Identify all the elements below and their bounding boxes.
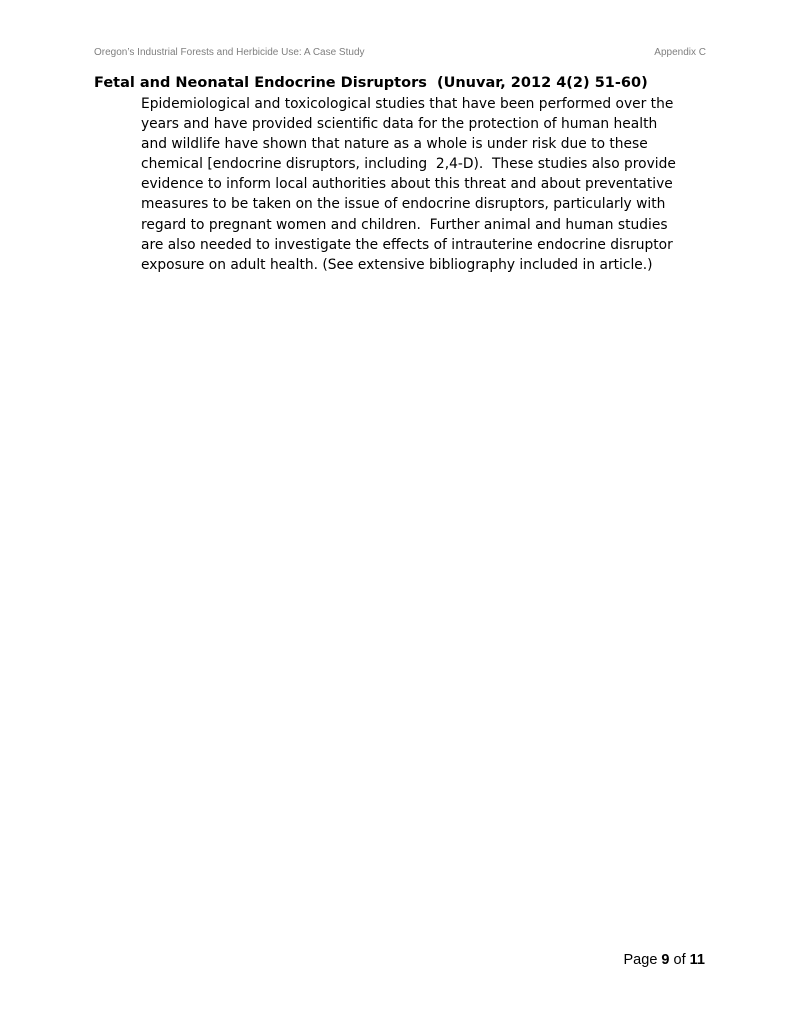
abstract-line: and wildlife have shown that nature as a whole is under risk due to these	[141, 136, 648, 153]
header-appendix-label: Appendix C	[654, 47, 706, 58]
entry-title: Fetal and Neonatal Endocrine Disruptors (Unuvar, 2012 4(2) 51-60)	[94, 75, 648, 91]
running-header	[94, 47, 706, 63]
total-page-count: 11	[689, 952, 705, 968]
page-number	[624, 952, 705, 968]
entry-abstract	[141, 94, 709, 275]
page-label: Page	[623, 952, 662, 968]
abstract-line: regard to pregnant women and children. Further animal and human studies	[141, 216, 668, 233]
header-document-title: Oregon’s Industrial Forests and Herbicide Use: A Case Study	[94, 47, 365, 58]
current-page-number: 9	[661, 952, 670, 968]
abstract-line: chemical [endocrine disruptors, including 2,4-D). These studies also provide	[141, 156, 676, 173]
abstract-line: measures to be taken on the issue of endocrine disruptors, particularly with	[141, 196, 666, 213]
abstract-line: are also needed to investigate the effects of intrauterine endocrine disruptor	[141, 236, 673, 253]
abstract-line: Epidemiological and toxicological studies that have been performed over the	[141, 96, 674, 112]
abstract-line: years and have provided scientific data for the protection of human health	[141, 116, 658, 133]
of-label: of	[669, 952, 690, 968]
abstract-line: evidence to inform local authorities about this threat and about preventative	[141, 176, 673, 193]
abstract-line: exposure on adult health. (See extensive bibliography included in article.)	[141, 256, 653, 273]
